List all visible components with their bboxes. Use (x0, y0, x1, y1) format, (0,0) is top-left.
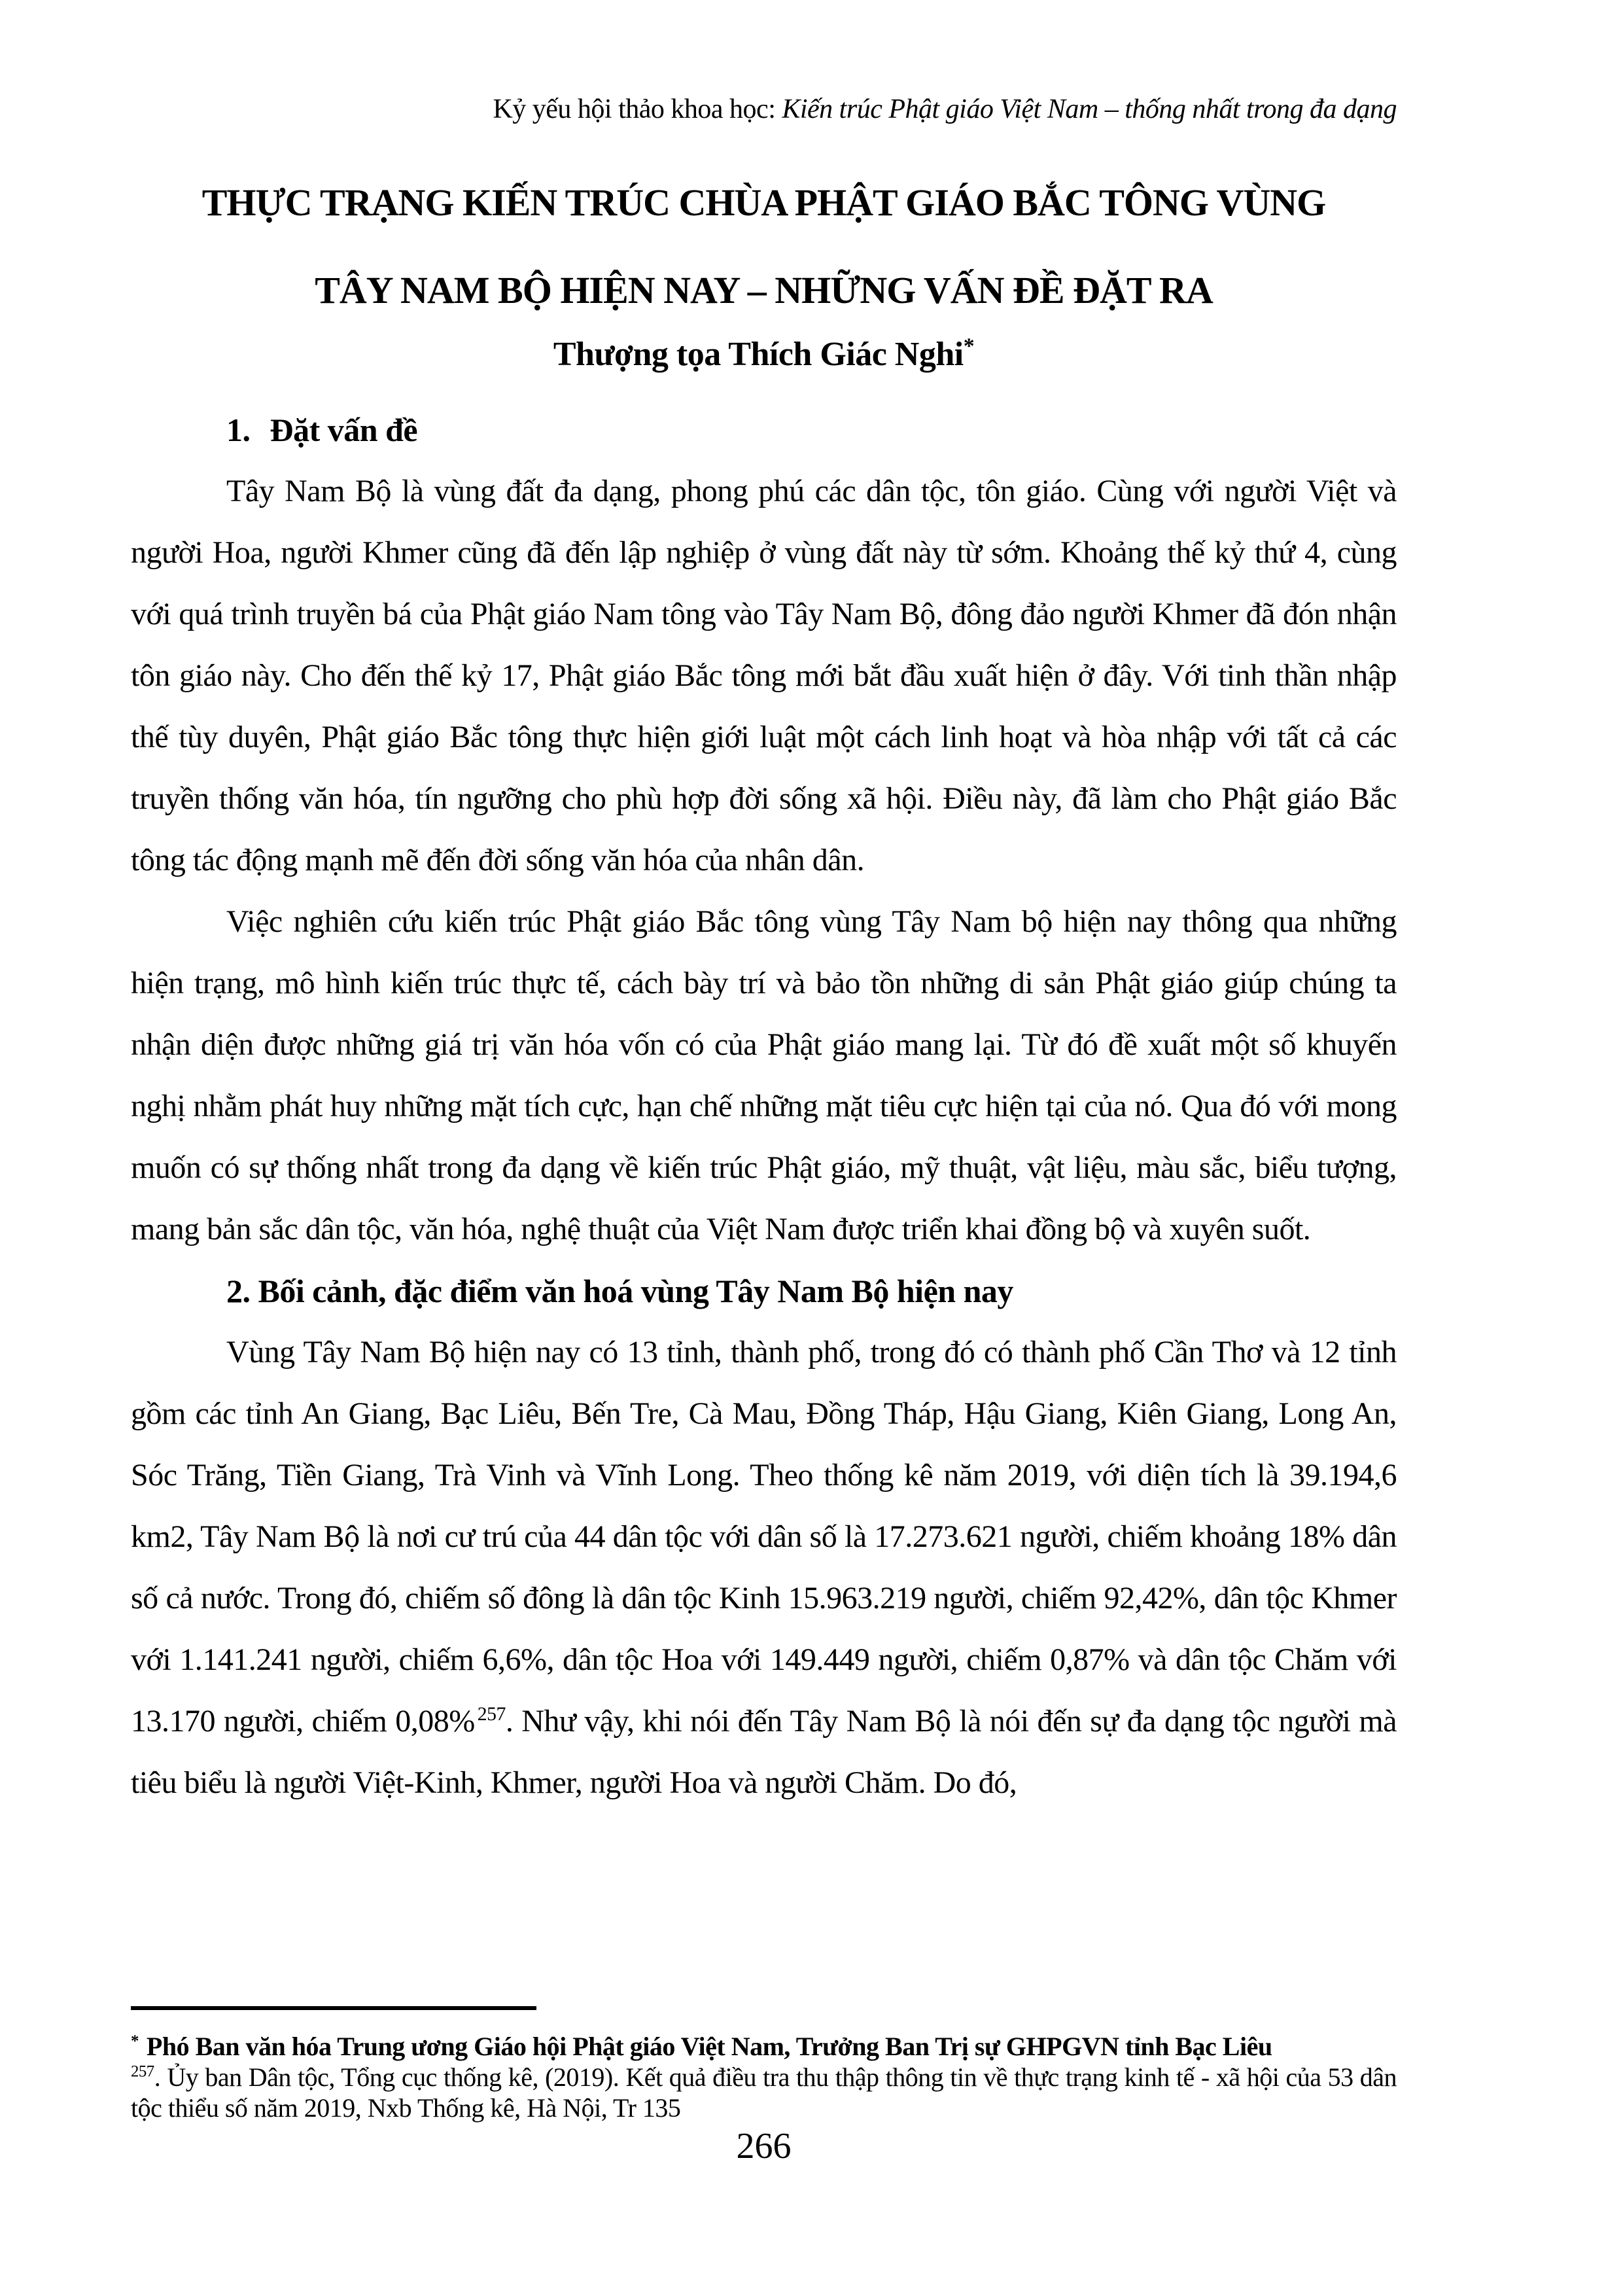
footnote-ref-257: 257 (477, 1703, 506, 1725)
author-name: Thượng tọa Thích Giác Nghi (553, 336, 964, 373)
footnote-1 (131, 2031, 1397, 2062)
footnote-1-text: Phó Ban văn hóa Trung ương Giáo hội Phật giáo Việt Nam, Trưởng Ban Trị sự GHPGVN tỉnh Bạc Liêu (146, 2032, 1272, 2061)
article-title-line2: TÂY NAM BỘ HIỆN NAY – NHỮNG VẤN ĐỀ ĐẶT RA (315, 269, 1213, 311)
paragraph-3-text-before-ref: Vùng Tây Nam Bộ hiện nay có 13 tỉnh, thành phố, trong đó có thành phố Cần Thơ và 12 tỉnh gồm các tỉnh An Giang, Bạc Liêu, Bến Tre, Cà Mau, Đồng Tháp, Hậu Giang, Kiên Giang, Long An, Sóc Trăng, Tiền Giang, Trà Vinh và Vĩnh Long. Theo thống kê năm 2019, với diện tích là 39.194,6 km2, Tây Nam Bộ là nơi cư trú của 44 dân tộc với dân số là 17.273.621 người, chiếm khoảng 18% dân số cả nước. Trong đó, chiếm số đông là dân tộc Kinh 15.963.219 người, chiếm 92,42%, dân tộc Khmer với 1.141.241 người, chiếm 6,6%, dân tộc Hoa với 149.449 người, chiếm 0,87% và dân tộc Chăm với 13.170 người, chiếm 0,08% (131, 1335, 1397, 1739)
running-head-prefix: Kỷ yếu hội thảo khoa học: (493, 94, 782, 124)
running-head (493, 94, 1397, 125)
paragraph-1: Tây Nam Bộ là vùng đất đa dạng, phong phú các dân tộc, tôn giáo. Cùng với người Việt và người Hoa, người Khmer cũng đã đến lập nghiệp ở vùng đất này từ sớm. Khoảng thế kỷ thứ 4, cùng với quá trình truyền bá của Phật giáo Nam tông vào Tây Nam Bộ, đông đảo người Khmer đã đón nhận tôn giáo này. Cho đến thế kỷ 17, Phật giáo Bắc tông mới bắt đầu xuất hiện ở đây. Với tinh thần nhập thế tùy duyên, Phật giáo Bắc tông thực hiện giới luật một cách linh hoạt và hòa nhập với tất cả các truyền thống văn hóa, tín ngưỡng cho phù hợp đời sống xã hội. Điều này, đã làm cho Phật giáo Bắc tông tác động mạnh mẽ đến đời sống văn hóa của nhân dân. (131, 474, 1397, 877)
article-title (131, 159, 1397, 334)
footnote-separator (131, 2006, 536, 2010)
footnote-1-marker: * (131, 2032, 139, 2050)
section-heading-1-number: 1. (226, 412, 251, 448)
footnote-2 (131, 2062, 1397, 2123)
page-content (131, 0, 1397, 2296)
footnote-2-marker: 257 (131, 2062, 154, 2081)
page-number: 266 (736, 2126, 792, 2166)
author-footnote-marker: * (963, 334, 975, 359)
footnote-2-text: . Ủy ban Dân tộc, Tổng cục thống kê, (2019). Kết quả điều tra thu thập thông tin về thực trạng kinh tế - xã hội của 53 dân tộc thiểu số năm 2019, Nxb Thống kê, Hà Nội, Tr 135 (131, 2062, 1397, 2123)
paragraph-3 (131, 1322, 1397, 1814)
paragraph-2: Việc nghiên cứu kiến trúc Phật giáo Bắc tông vùng Tây Nam bộ hiện nay thông qua những hiện trạng, mô hình kiến trúc thực tế, cách bày trí và bảo tồn những di sản Phật giáo giúp chúng ta nhận diện được những giá trị văn hóa vốn có của Phật giáo mang lại. Từ đó đề xuất một số khuyến nghị nhằm phát huy những mặt tích cực, hạn chế những mặt tiêu cực hiện tại của nó. Qua đó với mong muốn có sự thống nhất trong đa dạng về kiến trúc Phật giáo, mỹ thuật, vật liệu, màu sắc, biểu tượng, mang bản sắc dân tộc, văn hóa, nghệ thuật của Việt Nam được triển khai đồng bộ và xuyên suốt. (131, 904, 1397, 1246)
paragraph-3-text-after-ref: . Như vậy, khi nói đến Tây Nam Bộ là nói đến sự đa dạng tộc người mà tiêu biểu là người Việt-Kinh, Khmer, người Hoa và người Chăm. Do đó, (131, 1704, 1397, 1800)
section-heading-1-text: Đặt vấn đề (270, 412, 418, 448)
author-line (131, 335, 1397, 374)
section-heading-2: 2. Bối cảnh, đặc điểm văn hoá vùng Tây Nam Bộ hiện nay (226, 1273, 1013, 1309)
footnote-area (131, 2006, 1397, 2123)
running-head-conference-title: Kiến trúc Phật giáo Việt Nam – thống nhất trong đa dạng (782, 94, 1397, 124)
article-title-line1: THỰC TRẠNG KIẾN TRÚC CHÙA PHẬT GIÁO BẮC TÔNG VÙNG (201, 181, 1326, 224)
section-heading-1 (131, 399, 1397, 461)
article-body (131, 399, 1397, 1814)
